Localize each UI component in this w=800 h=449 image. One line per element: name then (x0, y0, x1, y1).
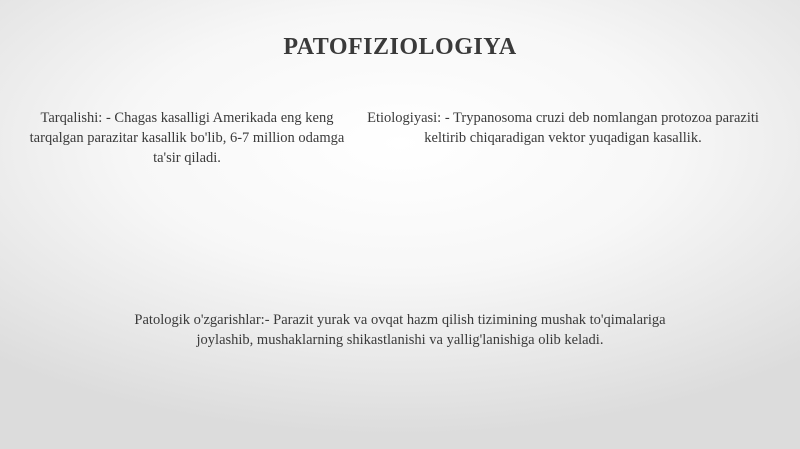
distribution-text: Tarqalishi: - Chagas kasalligi Amerikada eng keng tarqalgan parazitar kasallik bo'lib, 6-7 million odamga ta'sir qiladi. (29, 110, 345, 166)
etiology-text: Etiologiyasi: - Trypanosoma cruzi deb nomlangan protozoa paraziti keltirib chiqaradigan vektor yuqadigan kasallik. (367, 110, 759, 146)
pathological-changes-text: Patologik o'zgarishlar:- Parazit yurak va ovqat hazm qilish tizimining mushak to'qimalariga joylashib, mushaklarning shikastlanishi va yallig'lanishiga olib keladi. (134, 312, 666, 348)
slide-title: PATOFIZIOLOGIYA (283, 34, 517, 60)
